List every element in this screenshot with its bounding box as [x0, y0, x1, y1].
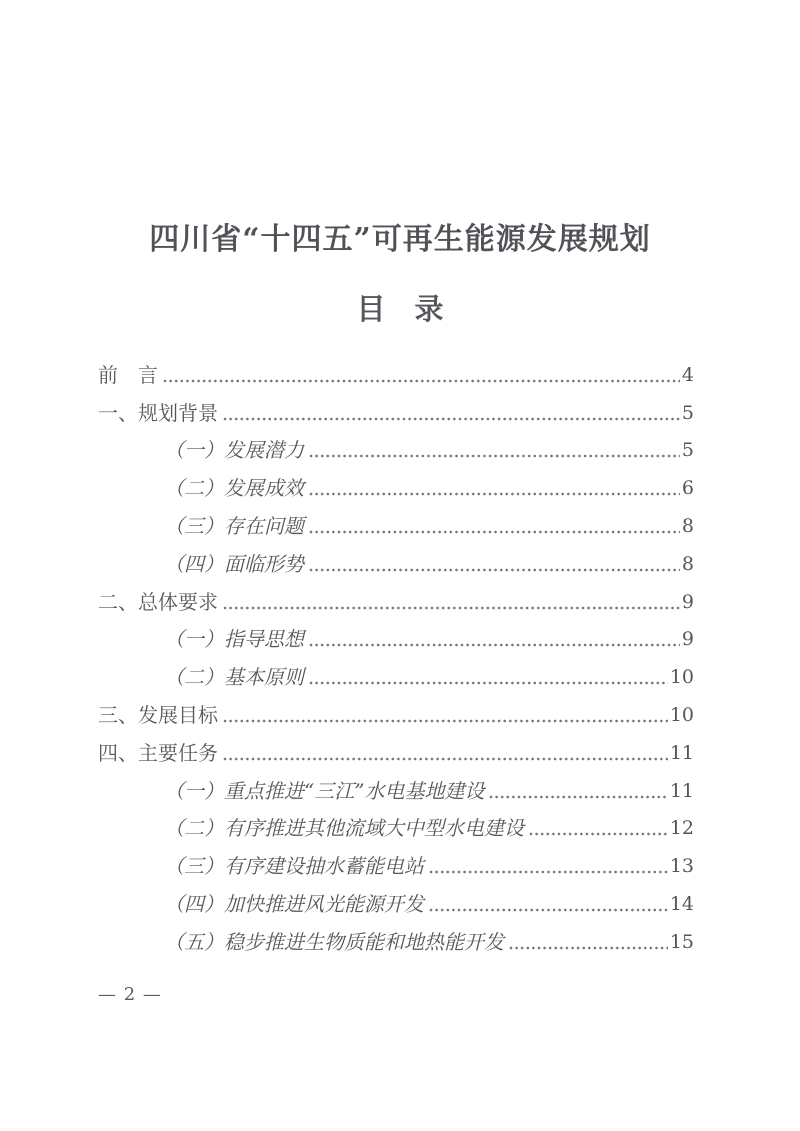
- page-number: — 2 —: [98, 984, 162, 1005]
- toc-entry-page: 9: [681, 628, 694, 651]
- toc-entry-page: 5: [681, 401, 694, 424]
- toc-entry-section-4-1: [98, 769, 694, 807]
- toc-entry-page: 13: [669, 855, 694, 878]
- toc-entry-label: 三、发展目标: [98, 702, 218, 727]
- toc-leader-dots: [309, 681, 668, 685]
- toc-entry-page: 12: [669, 817, 694, 840]
- toc-leader-dots: [509, 946, 668, 950]
- toc-leader-dots: [223, 757, 668, 761]
- toc-entry-section-2-1: [98, 618, 694, 656]
- toc-entry-section-2-2: [98, 655, 694, 693]
- toc-leader-dots: [489, 795, 667, 799]
- table-of-contents: [98, 353, 694, 958]
- toc-leader-dots: [163, 379, 680, 383]
- toc-entry-label: （二）有序推进其他流域大中型水电建设: [164, 816, 524, 841]
- toc-entry-page: 8: [681, 514, 694, 537]
- toc-entry-label: （三）有序建设抽水蓄能电站: [164, 854, 424, 879]
- toc-leader-dots: [309, 530, 680, 534]
- document-title: 四川省“十四五”可再生能源发展规划: [149, 222, 651, 257]
- page-footer: [98, 984, 162, 1005]
- toc-entry-section-1-1: [98, 429, 694, 467]
- toc-entry-section-1-4: [98, 542, 694, 580]
- toc-entry-label: 前 言: [98, 362, 158, 387]
- toc-entry-page: 4: [681, 363, 694, 386]
- toc-entry-label: （二）基本原则: [164, 665, 304, 690]
- toc-leader-dots: [529, 832, 668, 836]
- toc-entry-section-4-5: [98, 920, 694, 958]
- toc-entry-label: （一）发展潜力: [164, 438, 304, 463]
- toc-entry-label: （三）存在问题: [164, 513, 304, 538]
- toc-entry-page: 10: [669, 666, 694, 689]
- toc-entry-page: 11: [669, 779, 694, 802]
- toc-entry-page: 8: [681, 552, 694, 575]
- toc-entry-page: 10: [669, 703, 694, 726]
- toc-entry-section-2: [98, 580, 694, 618]
- toc-entry-page: 6: [681, 477, 694, 500]
- toc-entry-section-3: [98, 693, 694, 731]
- toc-entry-page: 5: [681, 439, 694, 462]
- toc-heading: 目 录: [356, 292, 444, 326]
- toc-entry-preface: [98, 353, 694, 391]
- toc-entry-page: 14: [669, 892, 694, 915]
- toc-entry-section-4-4: [98, 882, 694, 920]
- toc-entry-section-1-3: [98, 504, 694, 542]
- toc-entry-label: （二）发展成效: [164, 476, 304, 501]
- toc-entry-section-4-2: [98, 807, 694, 845]
- toc-entry-page: 11: [669, 741, 694, 764]
- toc-leader-dots: [309, 643, 680, 647]
- toc-entry-label: 一、规划背景: [98, 400, 218, 425]
- toc-entry-section-4: [98, 731, 694, 769]
- toc-leader-dots: [223, 417, 680, 421]
- toc-leader-dots: [309, 492, 680, 496]
- toc-entry-label: （四）加快推进风光能源开发: [164, 891, 424, 916]
- toc-entry-label: （一）指导思想: [164, 627, 304, 652]
- toc-leader-dots: [223, 719, 668, 723]
- toc-leader-dots: [429, 870, 668, 874]
- toc-leader-dots: [309, 454, 680, 458]
- toc-entry-page: 9: [681, 590, 694, 613]
- toc-leader-dots: [309, 568, 680, 572]
- toc-entry-section-1-2: [98, 466, 694, 504]
- toc-entry-label: 二、总体要求: [98, 589, 218, 614]
- toc-entry-section-4-3: [98, 844, 694, 882]
- toc-entry-label: （四）面临形势: [164, 551, 304, 576]
- toc-entry-page: 15: [669, 930, 694, 953]
- toc-entry-label: （一）重点推进“三江”水电基地建设: [164, 778, 485, 803]
- toc-entry-section-1: [98, 391, 694, 429]
- toc-leader-dots: [223, 606, 680, 610]
- toc-entry-label: （五）稳步推进生物质能和地热能开发: [164, 929, 504, 954]
- toc-leader-dots: [429, 908, 668, 912]
- toc-entry-label: 四、主要任务: [98, 740, 218, 765]
